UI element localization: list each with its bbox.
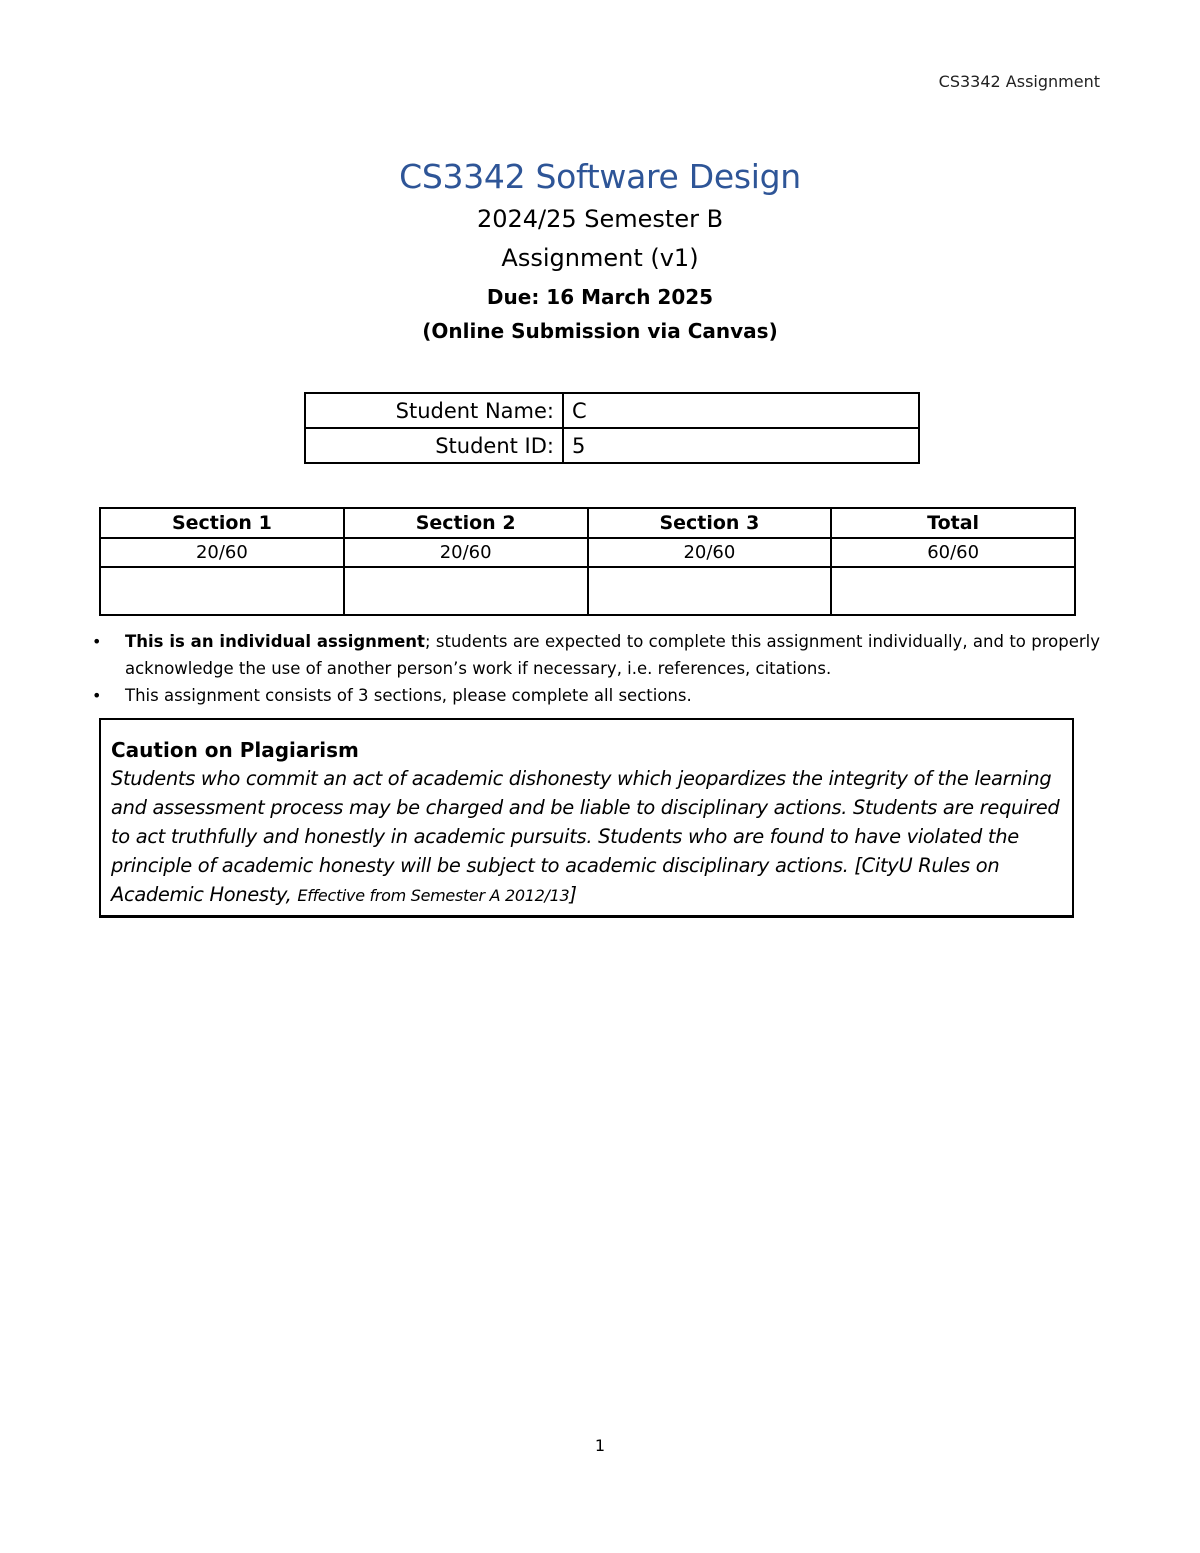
score-header-section-3: Section 3	[588, 508, 832, 538]
score-blank-cell	[344, 567, 588, 615]
score-value-total: 60/60	[831, 538, 1075, 567]
page-number: 1	[594, 1436, 606, 1455]
score-value-section-3: 20/60	[588, 538, 832, 567]
score-header-row	[100, 508, 1075, 538]
semester-subtitle: 2024/25 Semester B	[476, 205, 724, 233]
score-blank-cell	[100, 567, 344, 615]
running-header: CS3342 Assignment	[938, 72, 1100, 91]
title-block	[0, 154, 1200, 348]
score-value-section-2: 20/60	[344, 538, 588, 567]
student-name-label: Student Name:	[305, 393, 563, 428]
student-name-row	[305, 393, 919, 428]
student-id-value: 5	[563, 428, 919, 463]
submission-note: (Online Submission via Canvas)	[422, 319, 778, 343]
score-header-section-1: Section 1	[100, 508, 344, 538]
score-header-section-2: Section 2	[344, 508, 588, 538]
caution-effective-date: Effective from Semester A 2012/13	[297, 886, 570, 905]
individual-assignment-emphasis: This is an individual assignment	[125, 632, 425, 651]
instructions-list	[92, 628, 1100, 709]
due-date: Due: 16 March 2025	[486, 285, 714, 309]
caution-closing-bracket: ]	[569, 883, 577, 906]
list-item	[92, 628, 1100, 682]
score-blank-row	[100, 567, 1075, 615]
student-name-value: C	[563, 393, 919, 428]
course-title: CS3342 Software Design	[399, 157, 801, 196]
bullet-icon: •	[92, 686, 102, 705]
score-value-section-1: 20/60	[100, 538, 344, 567]
caution-body	[111, 764, 1062, 910]
score-blank-cell	[588, 567, 832, 615]
score-table	[99, 507, 1076, 616]
list-item	[92, 682, 1100, 709]
bullet-icon: •	[92, 632, 102, 651]
assignment-subtitle: Assignment (v1)	[501, 244, 699, 272]
caution-title: Caution on Plagiarism	[111, 738, 359, 762]
individual-assignment-text: ; students are expected to complete this assignment individually, and to properly acknowledge the use of another person’s work if necessary, i.e. references, citations.	[125, 632, 1101, 678]
score-blank-cell	[831, 567, 1075, 615]
score-header-total: Total	[831, 508, 1075, 538]
caution-body-text: Students who commit an act of academic dishonesty which jeopardizes the integrity of the learning and assessment process may be charged and be liable to disciplinary actions. Students are required to act truthfully and honestly in academic pursuits. Students who are found to have violated the principle of academic honesty will be subject to academic disciplinary actions. [CityU Rules on Academic Honesty,	[111, 767, 1060, 906]
student-id-row	[305, 428, 919, 463]
student-info-table	[304, 392, 920, 464]
student-id-label: Student ID:	[305, 428, 563, 463]
score-value-row	[100, 538, 1075, 567]
plagiarism-caution-box	[99, 718, 1074, 918]
sections-note-text: This assignment consists of 3 sections, please complete all sections.	[125, 686, 692, 705]
